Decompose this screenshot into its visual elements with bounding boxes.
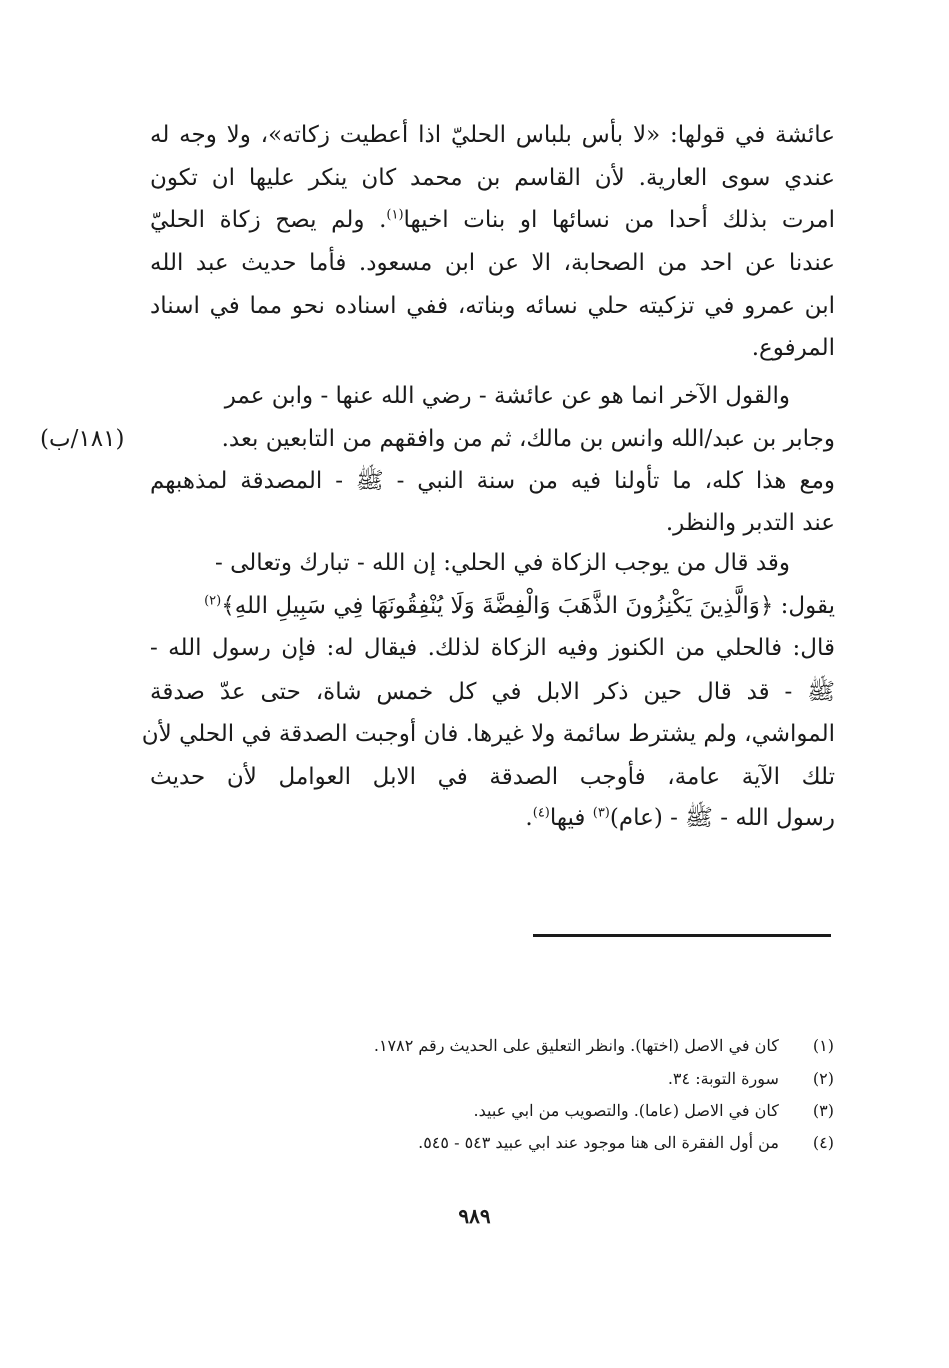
body-line: قال: فالحلي من الكنوز وفيه الزكاة لذلك. فيقال له: فإن رسول الله - xyxy=(150,635,835,661)
footnote-text: سورة التوبة: ٣٤. xyxy=(667,1069,779,1088)
footnote-text: كان في الاصل (اختها). وانظر التعليق على الحديث رقم ١٧٨٢. xyxy=(373,1036,779,1055)
footnote-item xyxy=(418,1131,834,1155)
body-line: عندنا عن احد من الصحابة، الا عن ابن مسعود. فأما حديث عبد الله xyxy=(150,250,835,276)
body-line: ﷺ - قد قال حين ذكر الابل في كل خمس شاة، حتى عدّ صدقة xyxy=(150,679,835,705)
footnote-marker: (١) xyxy=(386,207,404,223)
body-line-part: فيها xyxy=(549,805,593,831)
footnote-marker: (٣) xyxy=(592,805,610,821)
body-line: المرفوع. xyxy=(751,335,835,361)
footnote-divider xyxy=(533,934,831,937)
footnote-number: (٣) xyxy=(812,1101,834,1120)
quran-verse: يقول: ﴿وَالَّذِينَ يَكْنِزُونَ الذَّهَبَ وَالْفِضَّةَ وَلَا يُنْفِقُونَهَا فِي سَبِيلِ اللهِ﴾ xyxy=(221,593,835,619)
body-line-part: . ولم يصح زكاة الحليّ xyxy=(150,207,387,233)
body-line: المواشي، ولم يشترط سائمة ولا غيرها. فان أوجبت الصدقة في الحلي لأن xyxy=(141,721,835,747)
body-line: وقد قال من يوجب الزكاة في الحلي: إن الله - تبارك وتعالى - xyxy=(215,550,790,576)
footnote-number: (٢) xyxy=(812,1069,834,1088)
body-line xyxy=(525,803,835,833)
margin-reference: (١٨١/ب) xyxy=(40,426,125,452)
body-line-part: امرت بذلك أحدا من نسائها او بنات اخيها xyxy=(403,207,835,233)
footnote-item xyxy=(474,1099,834,1123)
footnote-item xyxy=(668,1067,834,1091)
body-line xyxy=(204,591,835,621)
body-line: وجابر بن عبد/الله وانس بن مالك، ثم من وافقهم من التابعين بعد. xyxy=(221,426,835,452)
body-line: عند التدبر والنظر. xyxy=(665,510,835,536)
body-line: تلك الآية عامة، فأوجب الصدقة في الابل العوامل لأن حديث xyxy=(150,764,835,790)
body-line-part: رسول الله - ﷺ - (عام) xyxy=(609,805,835,831)
footnote-text: من أول الفقرة الى هنا موجود عند ابي عبيد ٥٤٣ - ٥٤٥. xyxy=(418,1133,779,1152)
footnote-marker: (٤) xyxy=(532,805,550,821)
footnote-number: (١) xyxy=(812,1036,834,1055)
footnote-number: (٤) xyxy=(812,1133,834,1152)
body-line: ابن عمرو في تزكيته حلي نسائه وبناته، ففي اسناده نحو مما في اسناد xyxy=(150,293,835,319)
body-line: والقول الآخر انما هو عن عائشة - رضي الله عنها - وابن عمر xyxy=(224,383,790,409)
body-line xyxy=(150,205,835,235)
footnote-item xyxy=(374,1034,834,1058)
footnote-text: كان في الاصل (عاما). والتصويب من ابي عبيد. xyxy=(473,1101,779,1120)
body-line: عائشة في قولها: «لا بأس بلباس الحليّ اذا أعطيت زكاته»، ولا وجه له xyxy=(150,122,835,148)
body-line: ومع هذا كله، ما تأولنا فيه من سنة النبي - ﷺ - المصدقة لمذهبهم xyxy=(150,468,835,494)
page-number: ٩٨٩ xyxy=(458,1204,491,1228)
body-line-part: . xyxy=(525,805,533,831)
footnote-marker: (٢) xyxy=(204,593,222,609)
body-line: عندي سوى العارية. لأن القاسم بن محمد كان ينكر عليها ان تكون xyxy=(150,165,835,191)
